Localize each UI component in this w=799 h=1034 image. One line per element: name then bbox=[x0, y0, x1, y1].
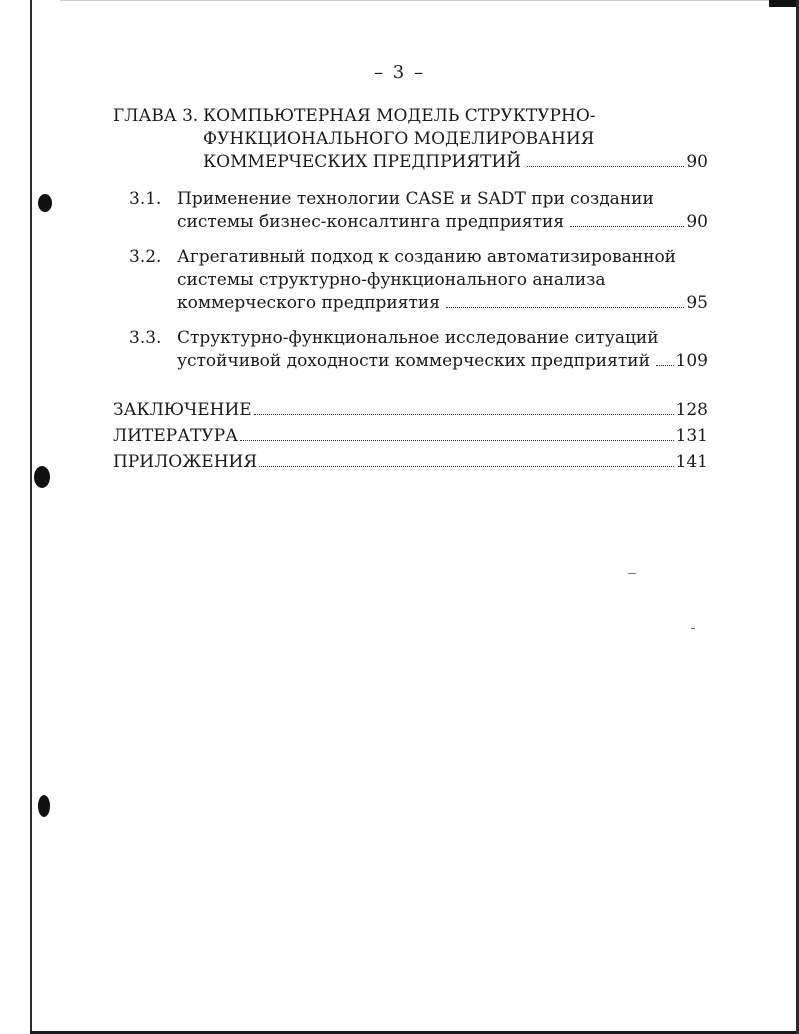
section-line: системы бизнес-консалтинга предприятия bbox=[177, 212, 565, 232]
end-matter-item bbox=[113, 397, 708, 423]
dot-leader bbox=[259, 466, 673, 467]
page-ref: 90 bbox=[686, 152, 708, 172]
dot-leader bbox=[254, 414, 674, 415]
chapter-heading bbox=[113, 105, 708, 128]
section-line: устойчивой доходности коммерческих предприятий bbox=[177, 351, 650, 371]
section-line: Структурно-функциональное исследование ситуаций bbox=[177, 328, 659, 348]
punch-hole-bottom bbox=[38, 795, 50, 817]
chapter-title-line: КОММЕРЧЕСКИХ ПРЕДПРИЯТИЙ bbox=[203, 152, 522, 172]
dot-leader bbox=[240, 440, 674, 441]
section-line: коммерческого предприятия bbox=[177, 293, 440, 313]
section-number: 3.1. bbox=[129, 189, 162, 209]
section-line: системы структурно-функционального анализа bbox=[177, 270, 606, 290]
table-of-contents bbox=[113, 105, 708, 475]
chapter-title-line: КОМПЬЮТЕРНАЯ МОДЕЛЬ СТРУКТУРНО- bbox=[203, 106, 596, 126]
end-matter-item bbox=[113, 449, 708, 475]
section-number: 3.3. bbox=[129, 328, 162, 348]
section-line: Применение технологии CASE и SADT при создании bbox=[177, 189, 654, 209]
scan-corner-top bbox=[769, 0, 799, 7]
end-matter-list bbox=[113, 397, 708, 475]
page-number: – 3 – bbox=[374, 62, 425, 83]
chapter-title-line: ФУНКЦИОНАЛЬНОГО МОДЕЛИРОВАНИЯ bbox=[203, 129, 595, 149]
chapter-prefix: ГЛАВА 3. bbox=[113, 106, 199, 126]
dot-leader bbox=[656, 365, 674, 366]
end-matter-label: ЛИТЕРАТУРА bbox=[113, 426, 239, 446]
section-entry bbox=[113, 188, 708, 234]
dot-leader bbox=[446, 307, 684, 308]
punch-hole-middle bbox=[34, 466, 50, 488]
section-last-line bbox=[177, 211, 708, 234]
scan-speck bbox=[691, 628, 695, 629]
chapter-title-last-line bbox=[203, 151, 708, 174]
dot-leader bbox=[527, 166, 684, 167]
section-line: Агрегативный подход к созданию автоматизированной bbox=[177, 247, 677, 267]
section-entry bbox=[113, 327, 708, 373]
section-last-line bbox=[177, 292, 708, 315]
scan-border-top bbox=[60, 0, 799, 1]
punch-hole-top bbox=[38, 194, 52, 212]
scan-border-left bbox=[30, 0, 32, 1034]
scan-speck bbox=[628, 573, 636, 574]
page-ref: 141 bbox=[675, 452, 708, 472]
section-number: 3.2. bbox=[129, 247, 162, 267]
page-ref: 90 bbox=[686, 212, 708, 232]
page-ref: 95 bbox=[686, 293, 708, 313]
section-last-line bbox=[177, 350, 708, 373]
section-entry bbox=[113, 246, 708, 315]
end-matter-label: ЗАКЛЮЧЕНИЕ bbox=[113, 400, 252, 420]
end-matter-item bbox=[113, 423, 708, 449]
page-ref: 128 bbox=[675, 400, 708, 420]
page-ref: 109 bbox=[675, 351, 708, 371]
dot-leader bbox=[570, 226, 684, 227]
page-ref: 131 bbox=[675, 426, 708, 446]
end-matter-label: ПРИЛОЖЕНИЯ bbox=[113, 452, 258, 472]
